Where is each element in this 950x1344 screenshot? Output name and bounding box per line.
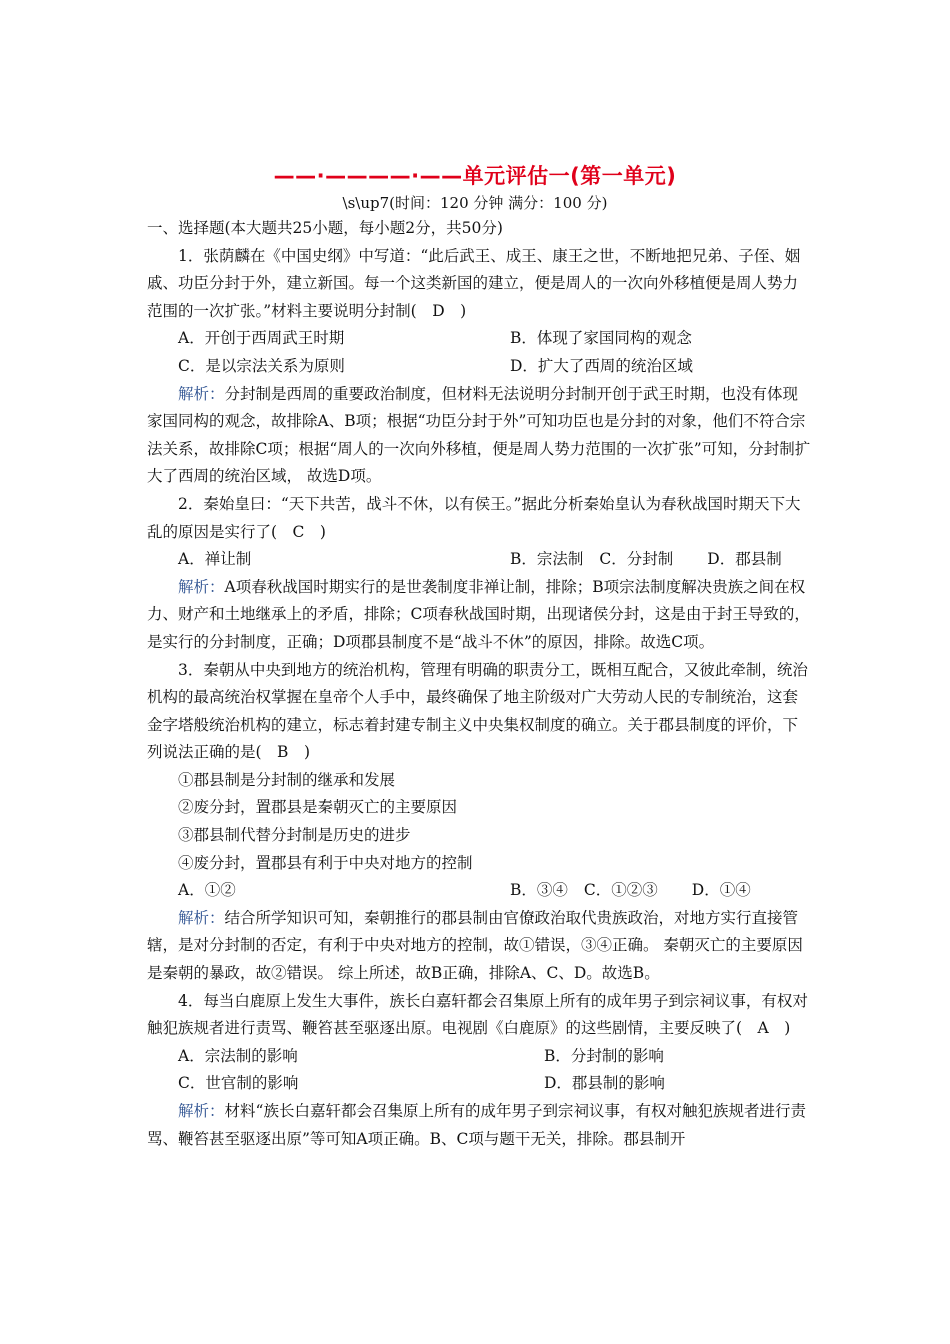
q1-option-b: B．体现了家国同构的观念 xyxy=(510,329,692,348)
question-1-stem: 1．张荫麟在《中国史纲》中写道：“此后武王、成王、康王之世，不断地把兄弟、子侄、姻戚、功臣分封于外，建立新国。每一个这类新国的建立，便是周人的一次向外移植便是周人势力范围的一次扩张。”材料主要说明分封制( D ) xyxy=(147,246,801,320)
analysis-text: 结合所学知识可知，秦朝推行的郡县制由官僚政治取代贵族政治，对地方实行直接管辖，是对分封制的否定，有利于中央对地方的控制，故①错误，③④正确。 秦朝灭亡的主要原因是秦朝的暴政，故②错误。 综上所述，故B正确，排除A、C、D。故选B。 xyxy=(147,908,803,983)
q4-option-d: D．郡县制的影响 xyxy=(544,1074,665,1093)
q3-option-d: D．①④ xyxy=(691,881,751,900)
q4-option-a: A．宗法制的影响 xyxy=(178,1046,298,1065)
question-1-options-row-1 xyxy=(147,325,811,353)
question-4-analysis xyxy=(147,1098,811,1153)
question-4-stem: 4．每当白鹿原上发生大事件，族长白嘉轩都会召集原上所有的成年男子到宗祠议事，有权对触犯族规者进行责骂、鞭笞甚至驱逐出原。电视剧《白鹿原》的这些剧情，主要反映了( A ) xyxy=(147,991,808,1038)
q2-option-c: C．分封制 xyxy=(599,550,674,569)
question-3-stem: 3．秦朝从中央到地方的统治机构，管理有明确的职责分工，既相互配合，又彼此牵制，统治机构的最高统治权掌握在皇帝个人手中，最终确保了地主阶级对广大劳动人民的专制统治，这套金字塔般统治机构的建立，标志着封建专制主义中央集权制度的确立。关于郡县制度的评价，下列说法正确的是( B ) xyxy=(147,660,808,762)
q1-option-a: A．开创于西周武王时期 xyxy=(178,329,345,348)
question-2-options-row xyxy=(147,546,811,574)
document-body xyxy=(147,215,811,1153)
page-title: ——·————·——单元评估一(第一单元) xyxy=(273,164,677,188)
question-1-options-row-2 xyxy=(147,353,811,381)
q2-option-a: A．禅让制 xyxy=(178,550,252,569)
question-2-stem: 2．秦始皇曰：“天下共苦，战斗不休，以有侯王。”据此分析秦始皇认为春秋战国时期天下大乱的原因是实行了( C ) xyxy=(147,494,801,541)
question-3-analysis xyxy=(147,905,811,988)
q2-option-b: B．宗法制 xyxy=(510,550,584,569)
analysis-text: 材料“族长白嘉轩都会召集原上所有的成年男子到宗祠议事，有权对触犯族规者进行责骂、鞭笞甚至驱逐出原”等可知A项正确。B、C项与题干无关，排除。郡县制开 xyxy=(147,1102,806,1148)
analysis-label: 解析： xyxy=(178,908,225,927)
q3-statement-3: ③郡县制代替分封制是历史的进步 xyxy=(178,826,411,845)
question-3-options-row xyxy=(147,877,811,905)
section-heading: 一、选择题(本大题共25小题，每小题2分，共50分) xyxy=(147,219,503,237)
q3-option-c: C．①②③ xyxy=(583,881,658,900)
q1-option-c: C．是以宗法关系为原则 xyxy=(178,356,345,375)
q4-option-b: B．分封制的影响 xyxy=(544,1046,664,1065)
question-4-options-row-1 xyxy=(147,1043,811,1071)
q3-statement-2: ②废分封，置郡县是秦朝灭亡的主要原因 xyxy=(178,798,458,817)
analysis-label: 解析： xyxy=(178,577,225,596)
analysis-label: 解析： xyxy=(178,1102,225,1120)
q4-option-c: C．世官制的影响 xyxy=(178,1074,299,1093)
q3-option-a: A．①② xyxy=(178,881,236,900)
page-subtitle: \s\up7(时间：120 分钟 满分：100 分) xyxy=(342,194,608,212)
q1-option-d: D．扩大了西周的统治区域 xyxy=(510,356,693,375)
analysis-text: 分封制是西周的重要政治制度，但材料无法说明分封制开创于武王时期，也没有体现家国同构的观念，故排除A、B项；根据“功臣分封于外”可知功臣也是分封的对象，他们不符合宗法关系，故排除C项；根据“周人的一次向外移植，便是周人势力范围的一次扩张”可知，分封制扩大了西周的统治区域， 故选D项。 xyxy=(147,384,811,486)
q3-statement-1: ①郡县制是分封制的继承和发展 xyxy=(178,770,396,789)
analysis-label: 解析： xyxy=(178,384,225,403)
question-1-analysis xyxy=(147,381,811,491)
analysis-text: A项春秋战国时期实行的是世袭制度非禅让制，排除；B项宗法制度解决贵族之间在权力、财产和土地继承上的矛盾，排除；C项春秋战国时期，出现诸侯分封，这是由于封王导致的，是实行的分封制度，正确；D项郡县制度不是“战斗不休”的原因，排除。故选C项。 xyxy=(147,577,810,651)
question-4-options-row-2 xyxy=(147,1070,811,1098)
q3-statement-4: ④废分封，置郡县有利于中央对地方的控制 xyxy=(178,853,473,872)
q2-option-d: D．郡县制 xyxy=(707,550,782,569)
question-2-analysis xyxy=(147,574,811,657)
q3-option-b: B．③④ xyxy=(510,881,568,900)
